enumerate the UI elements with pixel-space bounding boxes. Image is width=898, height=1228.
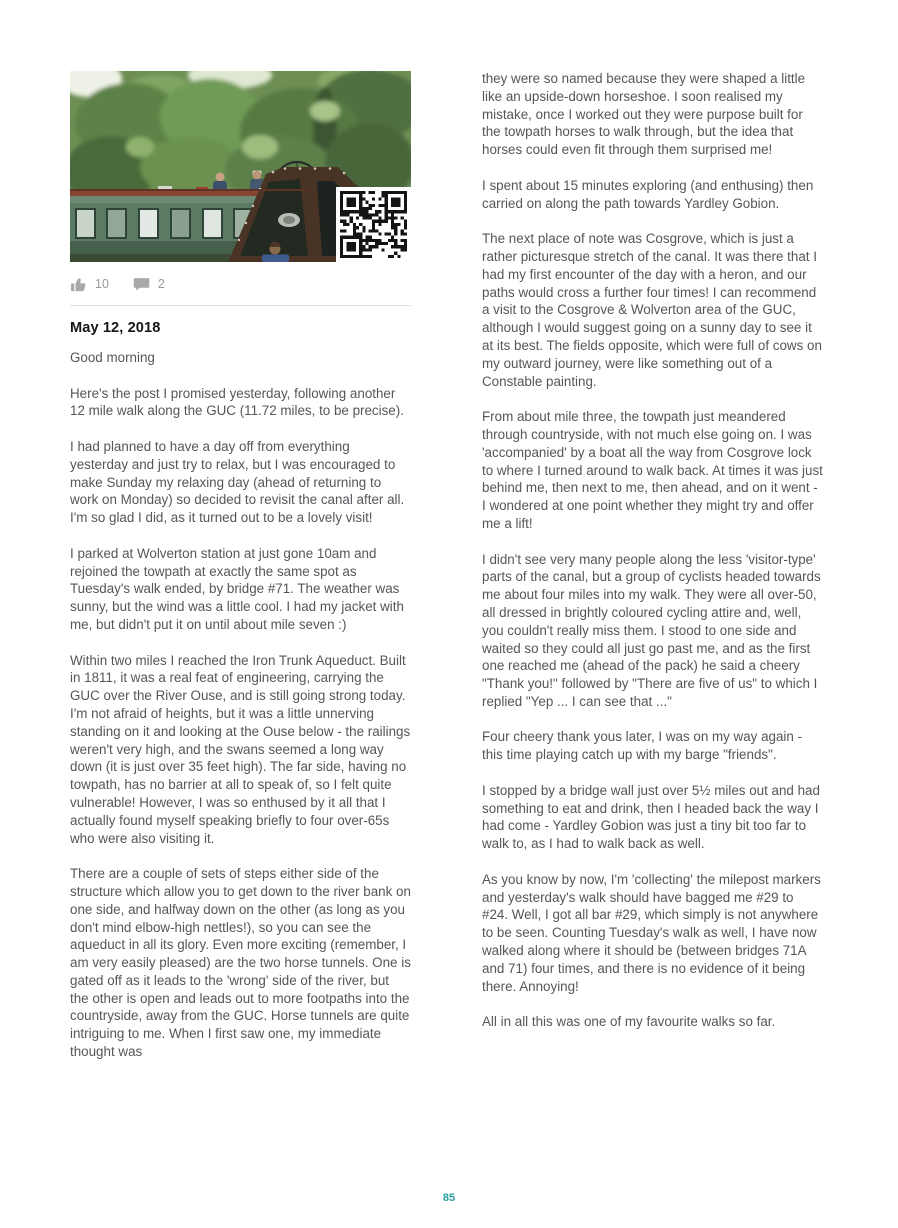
paragraph: I didn't see very many people along the less 'visitor-type' parts of the canal, but a group of cyclists headed towards me about four miles into my walk. They were all over-50, all dressed in brightly coloured cycling attire and, well, you couldn't really miss them. I stood to one side and waited so they could all just go past me, and as the first one reached me (ahead of the pack) he said a cheery "Thank you!" followed by "There are five of us" to which I replied "Yep ... I can see that ..." — [482, 551, 821, 709]
paragraph: I parked at Wolverton station at just gone 10am and rejoined the towpath at exactly the same spot as Tuesday's walk ended, by bridge #71. The weather was sunny, but the wind was a little cool. I had my jacket with me, but didn't put it on until about mile seven :) — [70, 545, 404, 632]
paragraph: I stopped by a bridge wall just over 5½ miles out and had something to eat and drink, then I headed back the way I had come - Yardley Gobion was just a tiny bit too far to walk to, as I had to walk back as well. — [482, 782, 820, 852]
paragraph: I had planned to have a day off from everything yesterday and just try to relax, but I was encouraged to make Sunday my relaxing day (ahead of returning to work on Monday) so decided to revisit the canal after all. I'm so glad I did, as it turned out to be a lovely visit! — [70, 438, 405, 526]
right-column — [482, 66, 823, 1049]
paragraph: From about mile three, the towpath just meandered through countryside, with not much else going on. I was 'accompanied' by a boat all the way from Cosgrove lock to where I turned around to walk back. At times it was just behind me, then next to me, then ahead, and on it went - I wondered at one point whether they might try and offer me a lift! — [482, 409, 823, 531]
paragraph: Here's the post I promised yesterday, following another 12 mile walk along the GUC (11.72 miles, to be precise). — [70, 385, 404, 419]
thumbs-up-icon[interactable] — [70, 276, 87, 293]
left-column — [70, 71, 411, 1079]
qr-code — [336, 187, 411, 262]
paragraph: There are a couple of sets of steps either side of the structure which allow you to get down to the river bank on one side, and halfway down on the other (as long as you don't mind elbow-high nettles!), so you can see the aqueduct in all its glory. Even more exciting (remember, I am very easily pleased) are the two horse tunnels. One is gated off as it leads to the 'wrong' side of the river, but the other is open and leads out to more footpaths into the countryside, away from the GUC. Horse tunnels are quite intriguing to me. When I first saw one, my immediate thought was — [70, 866, 411, 1060]
paragraph: Within two miles I reached the Iron Trunk Aqueduct. Built in 1811, it was a real feat of engineering, carrying the GUC over the River Ouse, and is still going strong today. I'm not afraid of heights, but it was a little unnerving standing on it and looking at the Ouse below - the railings weren't very high, and the swans seemed a long way down (it is just over 35 feet high). The far side, having no towpath, has no barrier at all to speak of, so I felt quite vulnerable! However, I was so enthused by it all that I actually found myself speaking briefly to four over-65s who were also visiting it. — [70, 652, 411, 846]
paragraph: As you know by now, I'm 'collecting' the milepost markers and yesterday's walk should have bagged me #29 to #24. Well, I got all bar #29, which simply is not anywhere to be seen. Counting Tuesday's walk as well, I have now walked along where it should be (between bridges 71A and 71) four times, and there is no evidence of it being there. Annoying! — [482, 871, 821, 994]
paragraph: I spent about 15 minutes exploring (and enthusing) then carried on along the path towards Yardley Gobion. — [482, 177, 814, 211]
page-number: 85 — [442, 1192, 456, 1204]
paragraph: The next place of note was Cosgrove, which is just a rather picturesque stretch of the canal. It was there that I had my first encounter of the day with a heron, and our paths would cross a further four times! I can recommend a visit to the Cosgrove & Wolverton area of the GUC, although I would suggest going on a sunny day to see it at its best. The fields opposite, which were full of cows on my outward journey, were like something out of a Constable painting. — [482, 231, 822, 389]
divider — [70, 305, 411, 306]
comment-bubble-icon[interactable] — [133, 276, 150, 293]
post-date: May 12, 2018 — [70, 320, 161, 336]
comment-count: 2 — [157, 277, 165, 291]
like-count: 10 — [95, 277, 109, 291]
reactions-bar — [70, 275, 411, 293]
paragraph: Four cheery thank yous later, I was on my way again - this time playing catch up with my barge "friends". — [482, 729, 803, 763]
trees-background — [70, 71, 411, 206]
post-photo — [70, 71, 411, 262]
paragraph: they were so named because they were shaped a little like an upside-down horseshoe. I soon realised my mistake, once I worked out they were purpose built for the towpath horses to walk through, but the idea that horses could even fit through them surprised me! — [482, 71, 806, 158]
paragraph: Good morning — [70, 350, 155, 365]
paragraph: All in all this was one of my favourite walks so far. — [482, 1014, 776, 1030]
boat-handrail — [70, 189, 308, 191]
